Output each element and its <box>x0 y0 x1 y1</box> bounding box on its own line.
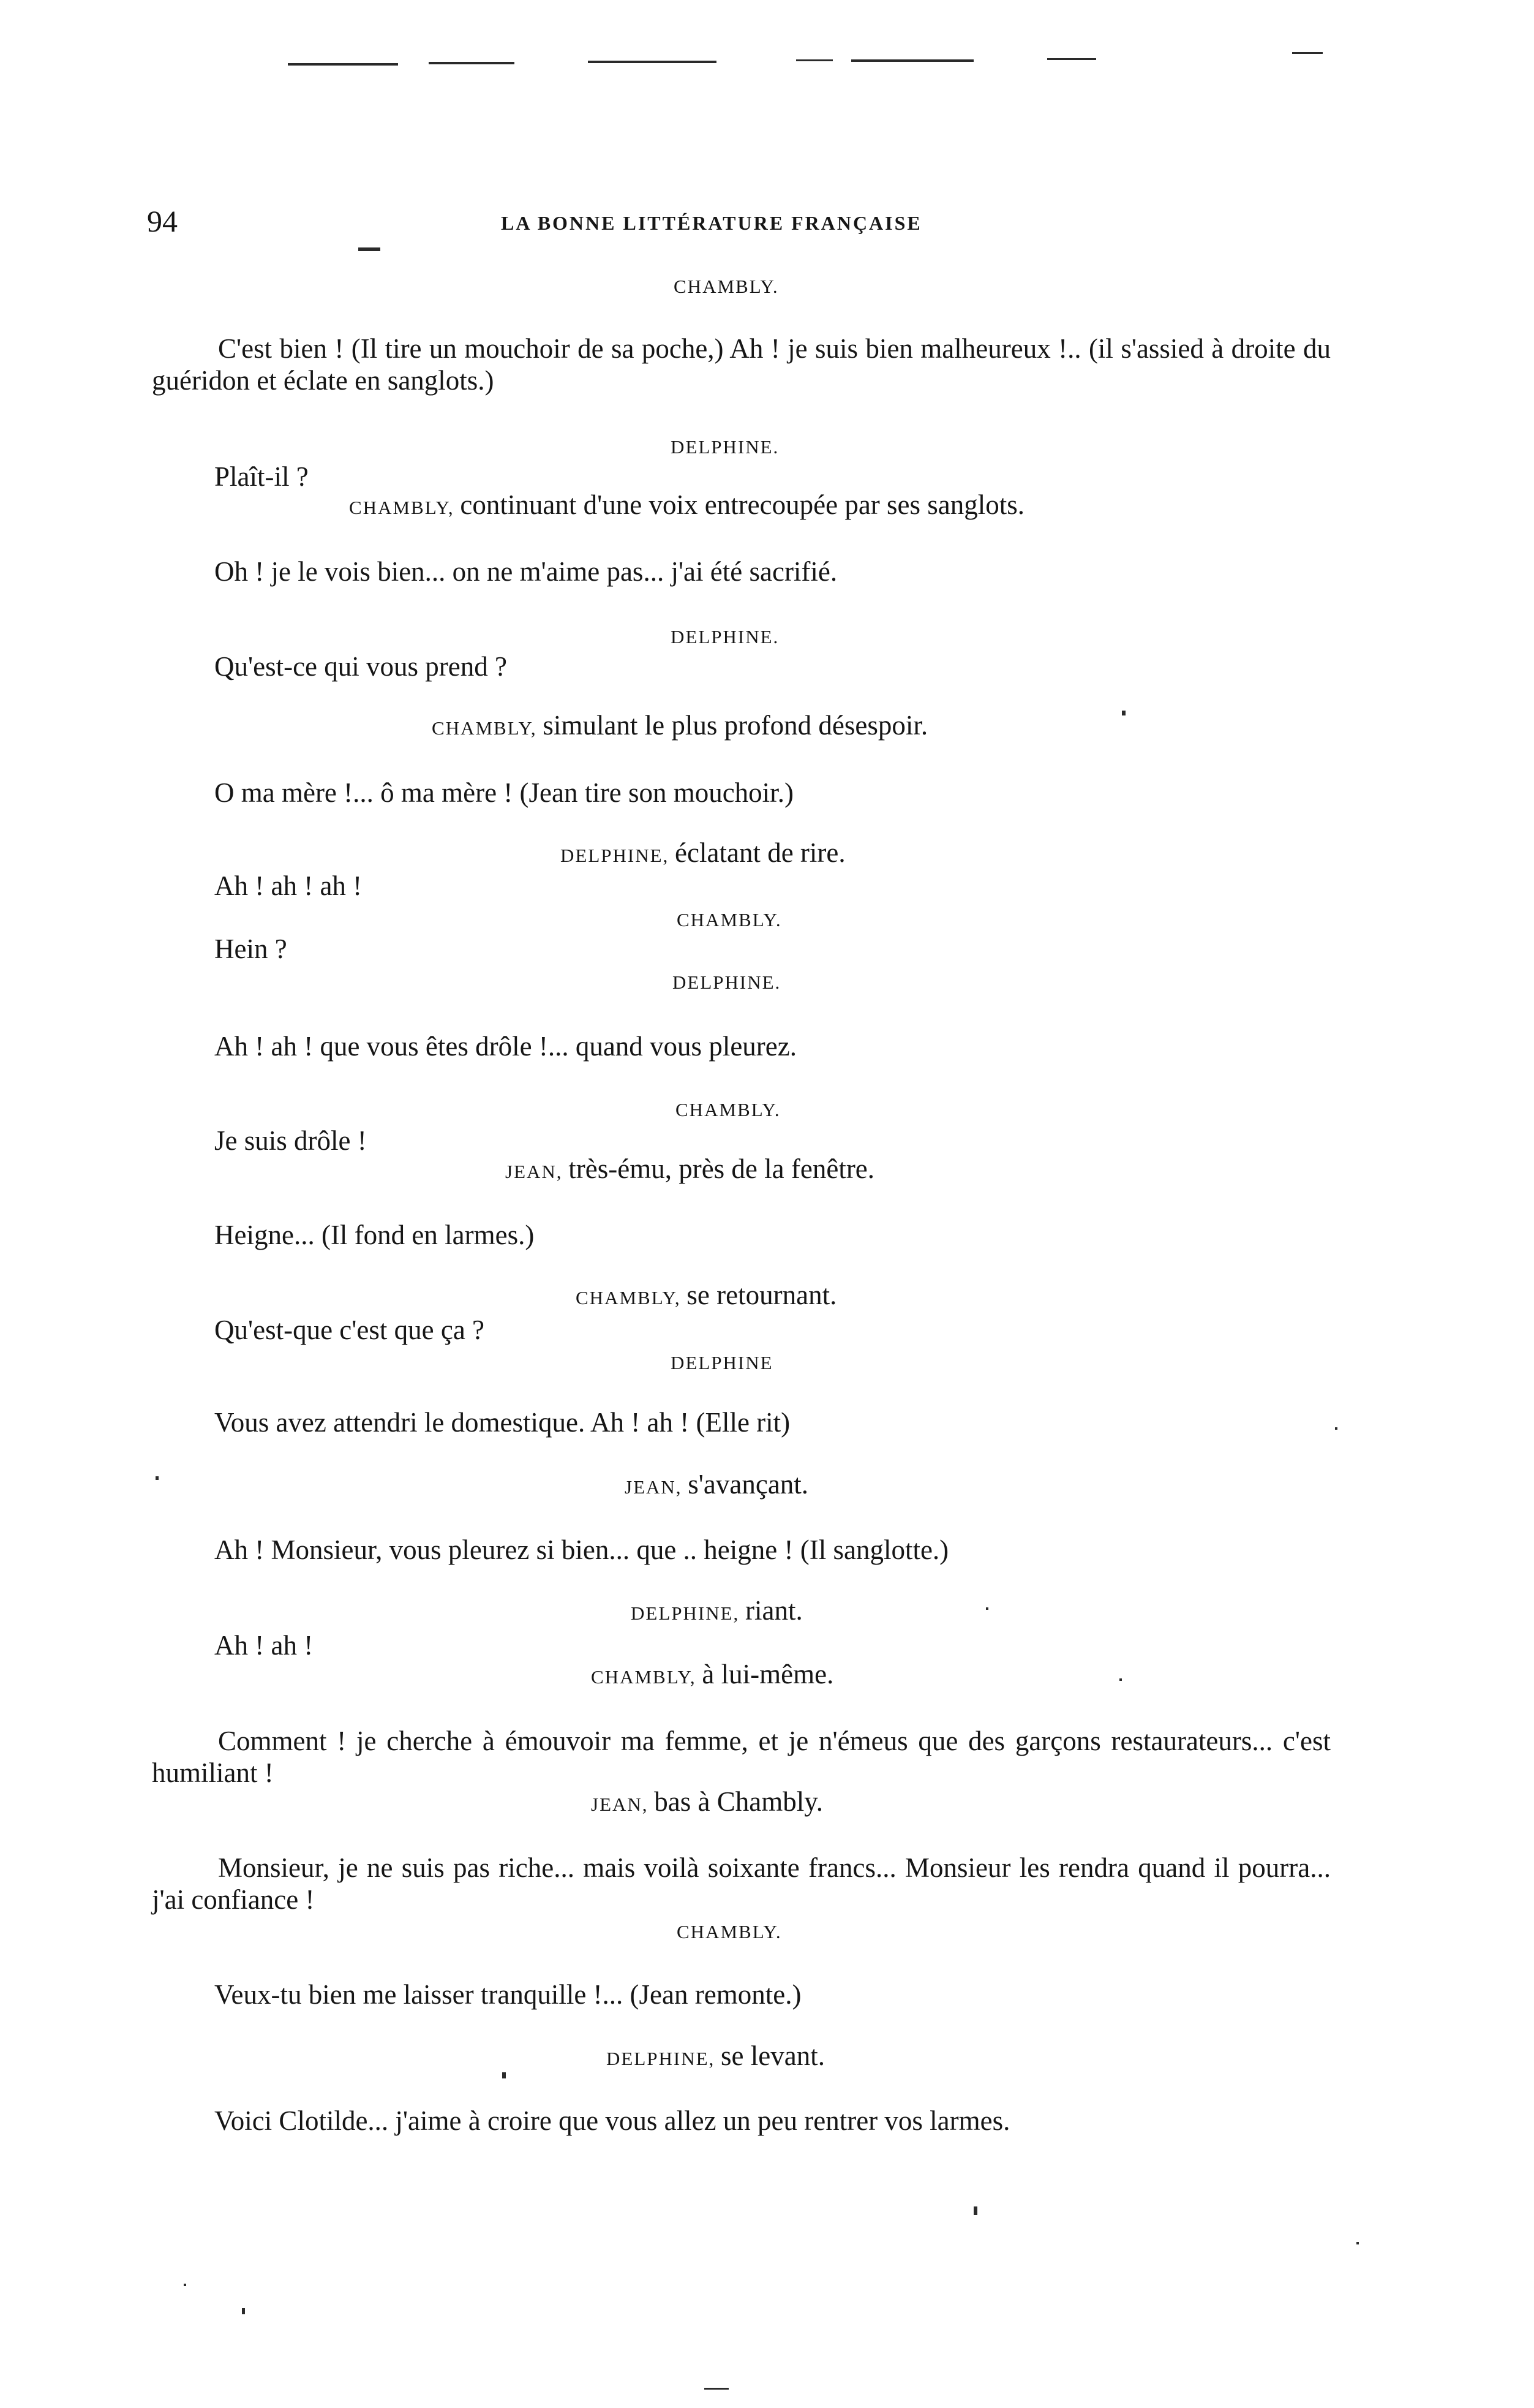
dialogue-line: Oh ! je le vois bien... on ne m'aime pas... j'ai été sacrifié. <box>214 556 838 587</box>
speaker-name: CHAMBLY, <box>349 497 454 518</box>
stage-direction: se levant. <box>721 2040 825 2071</box>
speaker-heading <box>576 1280 837 1310</box>
dialogue-line: Ah ! ah ! <box>214 1630 314 1661</box>
header-mark <box>358 247 380 251</box>
speaker-name: CHAMBLY, <box>432 717 537 739</box>
stage-direction: bas à Chambly. <box>654 1786 824 1817</box>
speaker-heading <box>432 710 928 741</box>
speaker-heading <box>349 489 1025 520</box>
speaker-name: DELPHINE, <box>606 2048 715 2069</box>
dialogue-line: Comment ! je cherche à émouvoir ma femme, et je n'émeus que des garçons restaurateurs... c'est humiliant ! <box>152 1726 1331 1788</box>
speaker-heading <box>591 1786 824 1817</box>
speaker-name: CHAMBLY. <box>677 1921 782 1942</box>
speaker-name: DELPHINE, <box>631 1602 740 1624</box>
dialogue-line: Hein ? <box>214 934 287 964</box>
page-number: 94 <box>147 204 178 238</box>
dialogue-line: Monsieur, je ne suis pas riche... mais voilà soixante francs... Monsieur les rendra quand il pourra... j'ai confiance ! <box>152 1852 1331 1915</box>
dialogue-line: Qu'est-que c'est que ça ? <box>214 1315 485 1345</box>
dialogue-line: Je suis drôle ! <box>214 1125 367 1156</box>
speaker-name: DELPHINE. <box>672 972 781 993</box>
speaker-heading <box>625 1469 809 1500</box>
speaker-heading <box>606 2040 825 2071</box>
speaker-name: DELPHINE <box>671 1352 773 1373</box>
speaker-name: CHAMBLY, <box>591 1666 696 1688</box>
dialogue-line: Plaît-il ? <box>214 461 309 492</box>
dialogue-line: Qu'est-ce qui vous prend ? <box>214 651 507 682</box>
stage-direction: s'avançant. <box>688 1469 809 1500</box>
dialogue-line: Heigne... (Il fond en larmes.) <box>214 1220 535 1250</box>
speaker-name: CHAMBLY. <box>675 1099 781 1120</box>
dialogue-line: O ma mère !... ô ma mère ! (Jean tire son mouchoir.) <box>214 777 794 808</box>
speaker-heading <box>591 1659 834 1689</box>
scan-artifacts-top <box>0 0 1534 86</box>
speaker-name: DELPHINE. <box>671 436 780 458</box>
speaker-name: CHAMBLY. <box>677 909 782 930</box>
dialogue-line: C'est bien ! (Il tire un mouchoir de sa poche,) Ah ! je suis bien malheureux !.. (il s'assied à droite du guéridon et éclate en sanglots.) <box>152 333 1331 396</box>
stage-direction: très-ému, près de la fenêtre. <box>568 1153 875 1184</box>
speaker-name: CHAMBLY, <box>576 1287 681 1308</box>
speaker-name: JEAN, <box>625 1476 682 1498</box>
stage-direction: simulant le plus profond désespoir. <box>543 710 928 741</box>
speaker-name: DELPHINE. <box>671 626 780 647</box>
dialogue-line: Ah ! Monsieur, vous pleurez si bien... que .. heigne ! (Il sanglotte.) <box>214 1534 949 1565</box>
dialogue-line: Vous avez attendri le domestique. Ah ! ah ! (Elle rit) <box>214 1407 791 1438</box>
running-title: LA BONNE LITTÉRATURE FRANÇAISE <box>501 212 922 234</box>
dialogue-line: Ah ! ah ! ah ! <box>214 870 363 901</box>
speaker-heading <box>505 1153 875 1184</box>
stage-direction: éclatant de rire. <box>675 837 846 868</box>
speaker-name: DELPHINE, <box>560 845 669 866</box>
stage-direction: riant. <box>745 1595 803 1626</box>
dialogue-line: Ah ! ah ! que vous êtes drôle !... quand vous pleurez. <box>214 1031 797 1062</box>
stage-direction: se retournant. <box>686 1280 837 1310</box>
dialogue-line: Veux-tu bien me laisser tranquille !... (Jean remonte.) <box>214 1979 802 2010</box>
speaker-name: CHAMBLY. <box>674 276 779 297</box>
speaker-heading <box>631 1595 803 1626</box>
stage-direction: continuant d'une voix entrecoupée par ses sanglots. <box>460 489 1025 520</box>
dialogue-line: Voici Clotilde... j'aime à croire que vous allez un peu rentrer vos larmes. <box>214 2105 1010 2136</box>
speaker-heading <box>560 837 846 868</box>
stage-direction: à lui-même. <box>702 1659 834 1689</box>
speaker-name: JEAN, <box>591 1794 649 1815</box>
speaker-name: JEAN, <box>505 1161 563 1182</box>
